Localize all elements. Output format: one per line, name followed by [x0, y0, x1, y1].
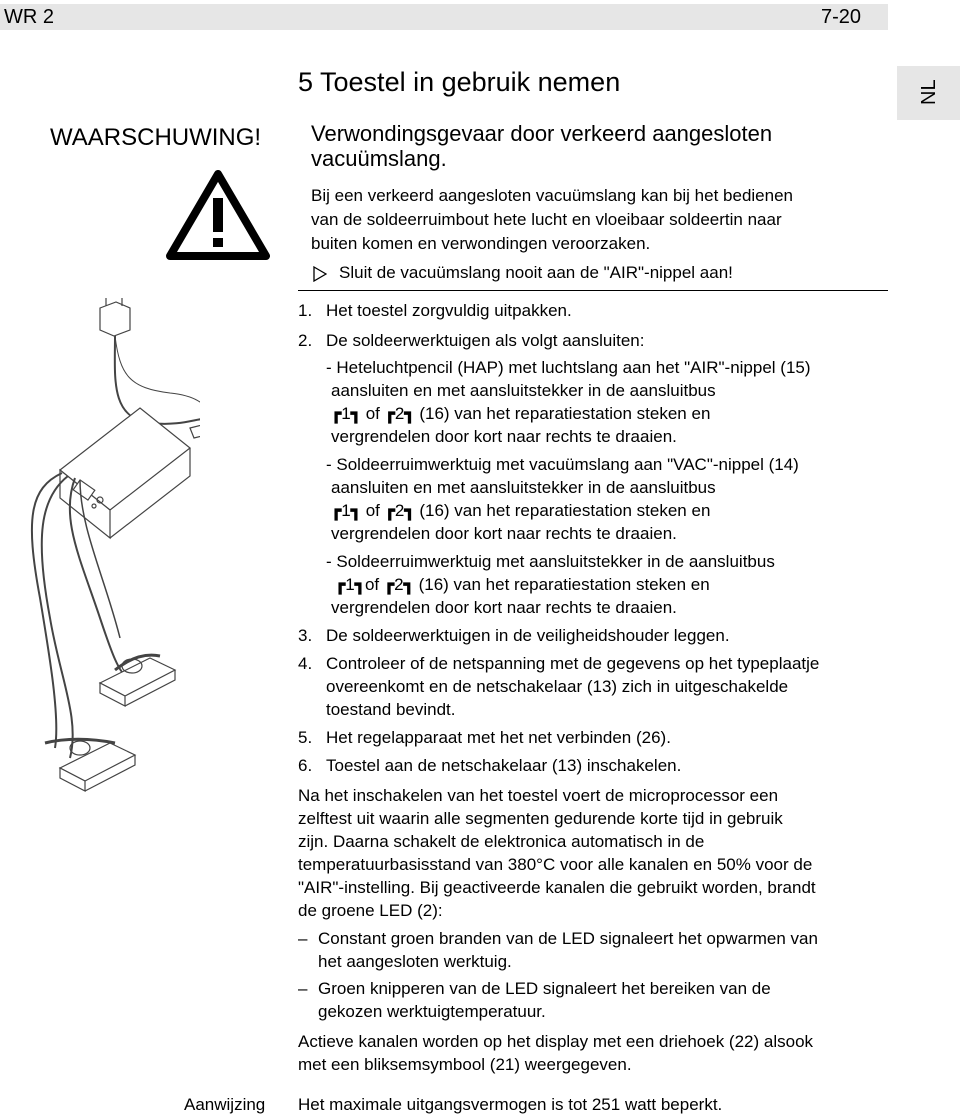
warning-action: Sluit de vacuümslang nooit aan de "AIR"-nippel aan!: [339, 263, 733, 282]
warning-triangle-icon: [166, 170, 270, 260]
warning-heading: Verwondingsgevaar door verkeerd aangesloten vacuümslang.: [311, 121, 773, 171]
step-5-number: 5.: [298, 728, 313, 747]
note-text: Het maximale uitgangsvermogen is tot 251 watt beperkt.: [298, 1095, 723, 1114]
substep-2-line-2: aansluiten en met aansluitstekker in de aansluitbus: [331, 478, 716, 497]
display-paragraph: Actieve kanalen worden op het display met een driehoek (22) alsook met een bliksemsymbool (21) weergegeven.: [298, 1032, 814, 1074]
bullet-1-line-1: Constant groen branden van de LED signaleert het opwarmen van: [318, 929, 818, 948]
warning-body: Bij een verkeerd aangesloten vacuümslang kan bij het bedienen van de soldeerruimbout hete lucht en vloeibaar soldeertin naar buiten komen en verwondingen veroorzaken.: [311, 186, 793, 253]
socket-2-label: 2: [394, 501, 405, 520]
manual-title: WR 2: [4, 6, 54, 28]
bullet-1-line-2: het aangesloten werktuig.: [318, 952, 512, 971]
socket-1-label: 1: [345, 575, 355, 594]
step-3-number: 3.: [298, 626, 313, 645]
language-tab: NL: [897, 66, 960, 120]
substep-1-line-3: ┏1┓ of ┏2┓ (16) van het reparatiestation steken en: [331, 404, 711, 423]
step-4-line-3: toestand bevindt.: [326, 700, 456, 719]
step-6-text: Toestel aan de netschakelaar (13) inschakelen.: [326, 756, 682, 775]
step-1-text: Het toestel zorgvuldig uitpakken.: [326, 301, 572, 320]
step-3-text: De soldeerwerktuigen in de veiligheidshouder leggen.: [326, 626, 730, 645]
step-6-number: 6.: [298, 756, 313, 775]
step-4-number: 4.: [298, 654, 313, 673]
step-4-line-1: Controleer of de netspanning met de gegevens op het typeplaatje: [326, 654, 820, 673]
divider: [298, 290, 888, 291]
bullet-dash: –: [298, 979, 308, 998]
substep-2-line-3: ┏1┓ of ┏2┓ (16) van het reparatiestation steken en: [331, 501, 711, 520]
step-1-number: 1.: [298, 301, 313, 320]
bullet-2-line-1: Groen knipperen van de LED signaleert het bereiken van de: [318, 979, 771, 998]
substep-3-line-2: ┏1┓of ┏2┓ (16) van het reparatiestation steken en: [335, 575, 710, 594]
substep-1-line-4: vergrendelen door kort naar rechts te draaien.: [331, 427, 677, 446]
bullet-2-line-2: gekozen werktuigtemperatuur.: [318, 1002, 546, 1021]
socket-2-label: 2: [394, 404, 405, 423]
substep-2-line-4: vergrendelen door kort naar rechts te draaien.: [331, 524, 677, 543]
socket-1-label: 1: [341, 404, 351, 423]
startup-paragraph: Na het inschakelen van het toestel voert de microprocessor een zelftest uit waarin alle segmenten gedurende korte tijd in gebruik zijn. Daarna schakelt de elektronica automatisch in de temperatuurbasisstand van 380°C voor alle kanalen en 50% voor de "AIR"-instelling. Bij geactiveerde kanalen die gebruikt worden, brandt de groene LED (2):: [298, 786, 816, 920]
step-2-number: 2.: [298, 331, 313, 350]
step-4-line-2: overeenkomt en de netschakelaar (13) zich in uitgeschakelde: [326, 677, 789, 696]
socket-2-label: 2: [394, 575, 404, 594]
action-arrow-icon: [313, 266, 327, 282]
substep-3-line-1: - Soldeerruimwerktuig met aansluitstekker in de aansluitbus: [326, 552, 775, 571]
page-number: 7-20: [821, 6, 862, 28]
substep-1-line-1: - Heteluchtpencil (HAP) met luchtslang aan het "AIR"-nippel (15): [326, 358, 811, 377]
warning-label: WAARSCHUWING!: [50, 124, 262, 151]
step-2-text: De soldeerwerktuigen als volgt aansluiten:: [326, 331, 645, 350]
socket-1-label: 1: [341, 501, 351, 520]
substep-1-line-2: aansluiten en met aansluitstekker in de aansluitbus: [331, 381, 716, 400]
header-bar: [0, 4, 888, 30]
substep-2-line-1: - Soldeerruimwerktuig met vacuümslang aan "VAC"-nippel (14): [326, 455, 799, 474]
bullet-dash: –: [298, 929, 308, 948]
substep-3-line-3: vergrendelen door kort naar rechts te draaien.: [331, 598, 677, 617]
step-5-text: Het regelapparaat met het net verbinden (26).: [326, 728, 671, 747]
section-title: 5 Toestel in gebruik nemen: [298, 67, 621, 97]
note-label: Aanwijzing: [184, 1095, 266, 1114]
repair-station-illustration: [20, 298, 200, 798]
